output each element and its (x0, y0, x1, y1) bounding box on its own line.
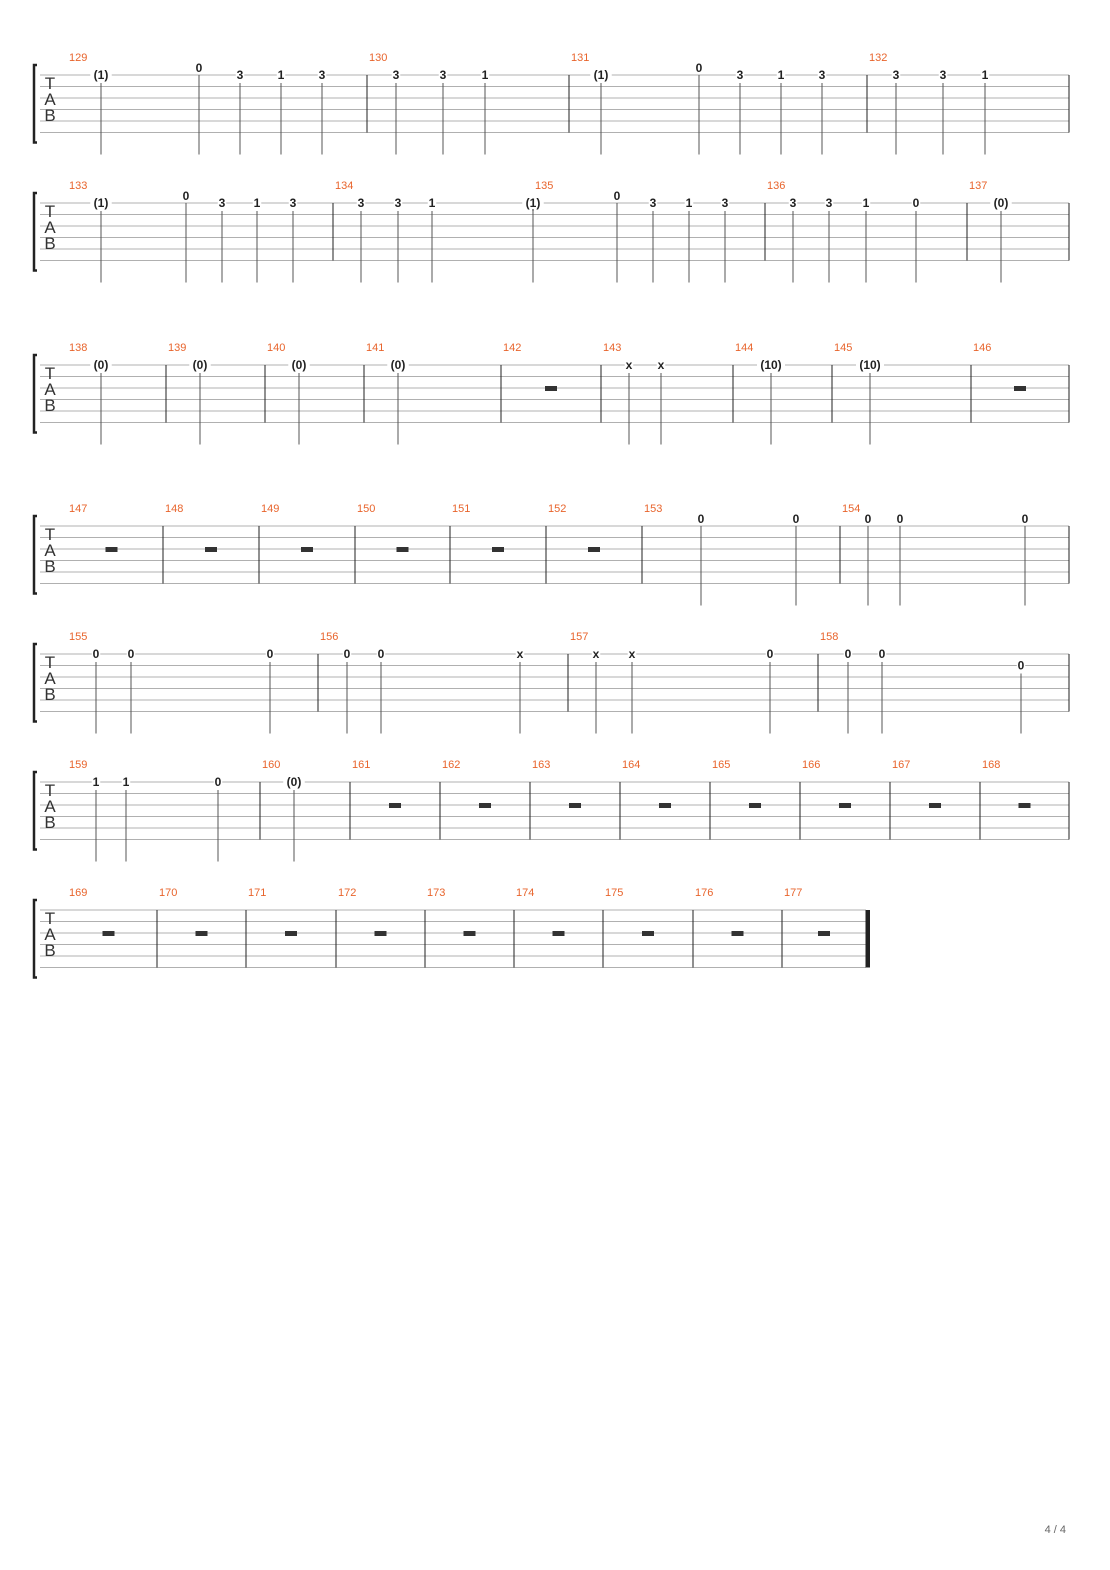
half-rest (732, 931, 744, 936)
measure-number: 168 (982, 759, 1001, 771)
half-rest (492, 547, 504, 552)
measure-number: 129 (69, 52, 88, 64)
measure-number: 162 (442, 759, 461, 771)
fret-number: (1) (93, 196, 109, 210)
fret-number: (0) (286, 775, 302, 789)
fret-number: 1 (777, 68, 785, 82)
measure-number: 169 (69, 887, 88, 899)
fret-number: 0 (864, 512, 872, 526)
fret-number: 0 (182, 189, 190, 203)
half-rest (588, 547, 600, 552)
half-rest (749, 803, 761, 808)
tab-clef-letter: A (44, 925, 56, 944)
measure-number: 144 (735, 342, 754, 354)
fret-number: 1 (481, 68, 489, 82)
measure-number: 135 (535, 180, 554, 192)
measure-number: 173 (427, 887, 446, 899)
fret-number: (10) (859, 358, 881, 372)
tab-clef-letter: T (44, 525, 56, 544)
fret-number: (0) (390, 358, 406, 372)
tab-clef-letter: T (44, 909, 56, 928)
fret-number: 3 (736, 68, 744, 82)
fret-number: 3 (818, 68, 826, 82)
half-rest (397, 547, 409, 552)
fret-number: 0 (92, 647, 100, 661)
fret-number: 0 (697, 512, 705, 526)
tab-clef-letter: B (44, 813, 56, 832)
fret-number: (10) (760, 358, 782, 372)
measure-number: 132 (869, 52, 888, 64)
measure-number: 137 (969, 180, 988, 192)
half-rest (375, 931, 387, 936)
fret-number: 3 (318, 68, 326, 82)
fret-number: 0 (695, 61, 703, 75)
fret-number: 1 (685, 196, 693, 210)
measure-number: 159 (69, 759, 88, 771)
measure-number: 165 (712, 759, 731, 771)
measure-number: 176 (695, 887, 714, 899)
tab-clef-letter: B (44, 557, 56, 576)
measure-number: 136 (767, 180, 786, 192)
measure-number: 175 (605, 887, 624, 899)
system-bracket (34, 644, 37, 722)
measure-number: 151 (452, 503, 471, 515)
half-rest (196, 931, 208, 936)
half-rest (659, 803, 671, 808)
half-rest (205, 547, 217, 552)
measure-number: 148 (165, 503, 184, 515)
fret-number: 1 (92, 775, 100, 789)
half-rest (1019, 803, 1031, 808)
tab-clef-letter: B (44, 234, 56, 253)
fret-number: 0 (214, 775, 222, 789)
fret-number: x (628, 647, 636, 661)
half-rest (839, 803, 851, 808)
half-rest (285, 931, 297, 936)
page-number: 4 / 4 (1044, 1524, 1066, 1536)
fret-number: 0 (127, 647, 135, 661)
measure-number: 166 (802, 759, 821, 771)
measure-number: 138 (69, 342, 88, 354)
fret-number: (0) (192, 358, 208, 372)
fret-number: 0 (766, 647, 774, 661)
fret-number: 3 (357, 196, 365, 210)
tab-clef-letter: A (44, 218, 56, 237)
tab-clef-letter: A (44, 669, 56, 688)
fret-number: 0 (613, 189, 621, 203)
fret-number: (0) (993, 196, 1009, 210)
measure-number: 174 (516, 887, 535, 899)
measure-number: 145 (834, 342, 853, 354)
measure-number: 156 (320, 631, 339, 643)
tab-clef-letter: A (44, 797, 56, 816)
fret-number: 1 (981, 68, 989, 82)
measure-number: 139 (168, 342, 187, 354)
fret-number: x (625, 358, 633, 372)
half-rest (818, 931, 830, 936)
final-bar-line (866, 910, 870, 968)
tab-clef-letter: B (44, 106, 56, 125)
measure-number: 141 (366, 342, 385, 354)
system-bracket (34, 516, 37, 594)
fret-number: 0 (195, 61, 203, 75)
half-rest (389, 803, 401, 808)
measure-number: 161 (352, 759, 371, 771)
fret-number: 3 (939, 68, 947, 82)
measure-number: 133 (69, 180, 88, 192)
measure-number: 131 (571, 52, 590, 64)
measure-number: 163 (532, 759, 551, 771)
measure-number: 153 (644, 503, 663, 515)
fret-number: 3 (892, 68, 900, 82)
tab-clef-letter: T (44, 653, 56, 672)
measure-number: 147 (69, 503, 88, 515)
fret-number: 3 (392, 68, 400, 82)
measure-number: 171 (248, 887, 267, 899)
fret-number: x (592, 647, 600, 661)
tab-clef-letter: B (44, 685, 56, 704)
measure-number: 167 (892, 759, 911, 771)
measure-number: 143 (603, 342, 622, 354)
fret-number: 0 (343, 647, 351, 661)
system-bracket (34, 355, 37, 433)
tab-clef-letter: A (44, 380, 56, 399)
system-bracket (34, 65, 37, 143)
half-rest (642, 931, 654, 936)
tab-clef-letter: B (44, 396, 56, 415)
fret-number: 0 (1017, 658, 1025, 673)
fret-number: 3 (218, 196, 226, 210)
tab-clef-letter: A (44, 90, 56, 109)
fret-number: 3 (825, 196, 833, 210)
half-rest (106, 547, 118, 552)
fret-number: (0) (291, 358, 307, 372)
fret-number: x (657, 358, 665, 372)
measure-number: 152 (548, 503, 567, 515)
fret-number: (1) (93, 68, 109, 82)
half-rest (464, 931, 476, 936)
measure-number: 157 (570, 631, 589, 643)
tab-clef-letter: A (44, 541, 56, 560)
fret-number: 0 (1021, 512, 1029, 526)
fret-number: 1 (428, 196, 436, 210)
measure-number: 170 (159, 887, 178, 899)
half-rest (103, 931, 115, 936)
measure-number: 134 (335, 180, 354, 192)
measure-number: 142 (503, 342, 522, 354)
measure-number: 149 (261, 503, 280, 515)
fret-number: (1) (593, 68, 609, 82)
system-bracket (34, 772, 37, 850)
fret-number: 0 (377, 647, 385, 661)
tab-clef-letter: B (44, 941, 56, 960)
fret-number: (1) (525, 196, 541, 210)
fret-number: 0 (912, 196, 920, 210)
tab-clef-letter: T (44, 74, 56, 93)
fret-number: 0 (878, 647, 886, 661)
system-bracket (34, 193, 37, 271)
fret-number: 0 (844, 647, 852, 661)
tab-clef-letter: T (44, 364, 56, 383)
fret-number: 3 (439, 68, 447, 82)
system-bracket (34, 900, 37, 978)
half-rest (301, 547, 313, 552)
measure-number: 158 (820, 631, 839, 643)
fret-number: 3 (289, 196, 297, 210)
fret-number: x (516, 647, 524, 661)
measure-number: 150 (357, 503, 376, 515)
fret-number: 3 (394, 196, 402, 210)
half-rest (553, 931, 565, 936)
measure-number: 130 (369, 52, 388, 64)
measure-number: 155 (69, 631, 88, 643)
fret-number: 3 (789, 196, 797, 210)
fret-number: 1 (253, 196, 261, 210)
fret-number: 0 (792, 512, 800, 526)
measure-number: 177 (784, 887, 803, 899)
fret-number: (0) (93, 358, 109, 372)
half-rest (545, 386, 557, 391)
fret-number: 1 (277, 68, 285, 82)
measure-number: 164 (622, 759, 641, 771)
measure-number: 160 (262, 759, 281, 771)
fret-number: 1 (862, 196, 870, 210)
fret-number: 1 (122, 775, 130, 789)
measure-number: 146 (973, 342, 992, 354)
half-rest (1014, 386, 1026, 391)
half-rest (479, 803, 491, 808)
tab-clef-letter: T (44, 202, 56, 221)
measure-number: 140 (267, 342, 286, 354)
measure-number: 154 (842, 503, 861, 515)
fret-number: 3 (649, 196, 657, 210)
fret-number: 0 (266, 647, 274, 661)
fret-number: 0 (896, 512, 904, 526)
fret-number: 3 (236, 68, 244, 82)
measure-number: 172 (338, 887, 357, 899)
tab-clef-letter: T (44, 781, 56, 800)
half-rest (929, 803, 941, 808)
fret-number: 3 (721, 196, 729, 210)
half-rest (569, 803, 581, 808)
